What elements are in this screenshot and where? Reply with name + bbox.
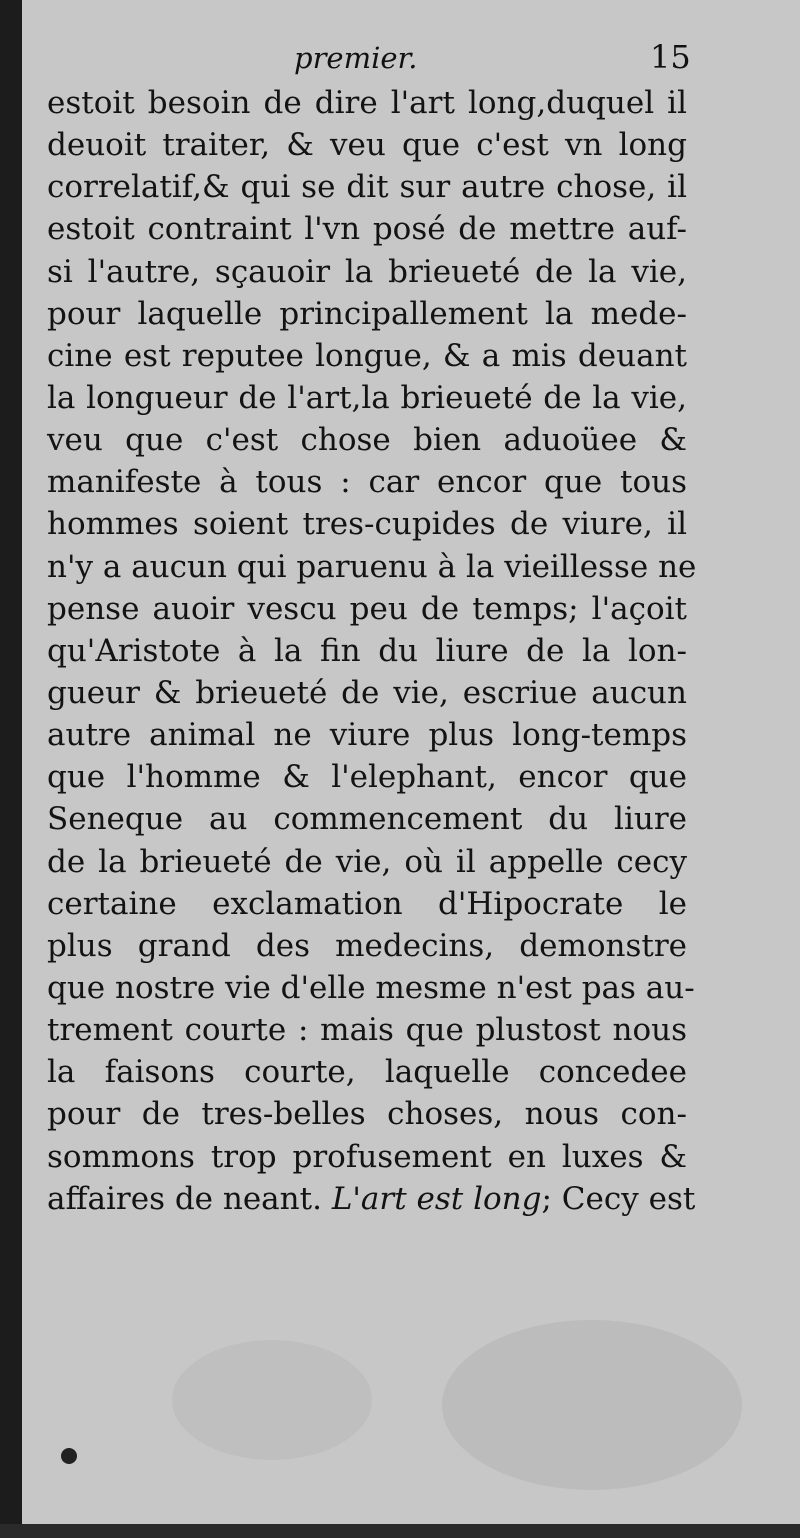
text-line: gueur & brieueté de vie, escriue aucun [47,674,687,711]
page-number: 15 [650,38,691,76]
text-line: certaine exclamation d'Hipocrate le [47,885,687,922]
text-line: hommes soient tres-cupides de viure, il [47,506,687,543]
page-edge-shadow [0,1524,800,1538]
italic-phrase: L'art est long [331,1180,542,1217]
binding-shadow [0,0,22,1538]
text-line: trement courte : mais que plustost nous [47,1012,687,1049]
text-line: deuoit traiter, & veu que c'est vn long [47,127,687,164]
text-line: la faisons courte, laquelle concedee [47,1054,687,1091]
text-line: qu'Aristote à la fin du liure de la lon- [47,632,687,669]
text-line-last [47,1178,696,1220]
paper-stain [172,1340,372,1460]
text-line: autre animal ne viure plus long-temps [47,717,687,754]
text-line: de la brieueté de vie, où il appelle cecy [47,843,687,880]
text-line: correlatif,& qui se dit sur autre chose, il [47,169,687,206]
text-line: manifeste à tous : car encor que tous [47,464,687,501]
text-line: cine est reputee longue, & a mis deuant [47,337,687,374]
text-line: pour laquelle principallement la mede- [47,295,687,332]
text-line: que nostre vie d'elle mesme n'est pas au- [47,969,695,1006]
running-head-title: premier. [294,41,418,75]
text-line: estoit contraint l'vn posé de mettre auf- [47,211,687,248]
ink-blot [61,1448,77,1464]
text-line: veu que c'est chose bien aduoüee & [47,422,687,459]
text-line: estoit besoin de dire l'art long,duquel il [47,85,687,121]
text-line: Seneque au commencement du liure [47,801,687,838]
text-line: sommons trop profusement en luxes & [47,1138,687,1175]
text-line: que l'homme & l'elephant, encor que [47,759,687,796]
text-line: n'y a aucun qui paruenu à la vieillesse ne [47,548,697,585]
text-line: la longueur de l'art,la brieueté de la vie, [47,379,687,416]
running-head [0,38,800,78]
last-line-start: affaires de neant. [47,1180,322,1217]
paper-stain [442,1320,742,1490]
text-line: pense auoir vescu peu de temps; l'açoit [47,590,687,627]
text-line: pour de tres-belles choses, nous con- [47,1096,687,1133]
text-line: plus grand des medecins, demonstre [47,927,687,964]
body-text [47,82,697,1220]
last-line-end: ; Cecy est [541,1180,696,1217]
text-line: si l'autre, sçauoir la brieueté de la vie, [47,253,687,290]
